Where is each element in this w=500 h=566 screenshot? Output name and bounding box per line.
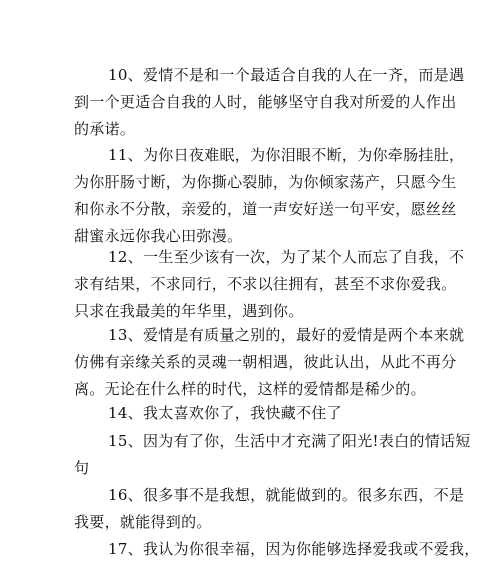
paragraph-line: 为你肝肠寸断，为你撕心裂肺，为你倾家荡产，只愿今生	[74, 173, 457, 191]
paragraph-line: 的承诺。	[74, 120, 136, 138]
paragraph-11	[74, 142, 465, 250]
paragraph-line: 仿佛有亲缘关系的灵魂一朝相遇，彼此认出，从此不再分	[74, 353, 457, 371]
paragraph-line: 16、很多事不是我想，就能做到的。很多东西，不是	[108, 486, 465, 504]
paragraph-line: 到一个更适合自我的人时，能够坚守自我对所爱的人作出	[74, 93, 457, 111]
paragraph-15	[74, 428, 471, 482]
paragraph-line: 14、我太喜欢你了，我快藏不住了	[108, 404, 342, 422]
paragraph-10	[74, 62, 465, 143]
paragraph-line: 我要，就能得到的。	[74, 513, 212, 531]
paragraph-12	[74, 244, 465, 325]
paragraph-line: 离。无论在什么样的时代，这样的爱情都是稀少的。	[74, 380, 426, 398]
paragraph-line: 17、我认为你很幸福，因为你能够选择爱我或不爱我，	[108, 540, 480, 558]
paragraph-line: 13、爱情是有质量之别的，最好的爱情是两个本来就	[108, 326, 465, 344]
paragraph-line: 和你永不分散，亲爱的，道一声安好送一句平安，愿丝丝	[74, 200, 457, 218]
paragraph-line: 求有结果，不求同行，不求以往拥有，甚至不求你爱我。	[74, 275, 457, 293]
paragraph-line: 11、为你日夜难眠，为你泪眼不断，为你牵肠挂肚，	[108, 146, 465, 164]
paragraph-line: 12、一生至少该有一次，为了某个人而忘了自我，不	[108, 248, 465, 266]
paragraph-13	[74, 322, 465, 403]
paragraph-line: 甜蜜永远你我心田弥漫。	[74, 227, 243, 245]
paragraph-line: 只求在我最美的年华里，遇到你。	[74, 302, 304, 320]
paragraph-17	[108, 536, 480, 563]
paragraph-line: 10、爱情不是和一个最适合自我的人在一齐，而是遇	[108, 66, 465, 84]
paragraph-16	[74, 482, 465, 536]
paragraph-line: 15、因为有了你，生活中才充满了阳光!表白的情话短	[108, 432, 471, 450]
paragraph-14	[108, 400, 444, 427]
paragraph-line: 句	[74, 459, 90, 477]
